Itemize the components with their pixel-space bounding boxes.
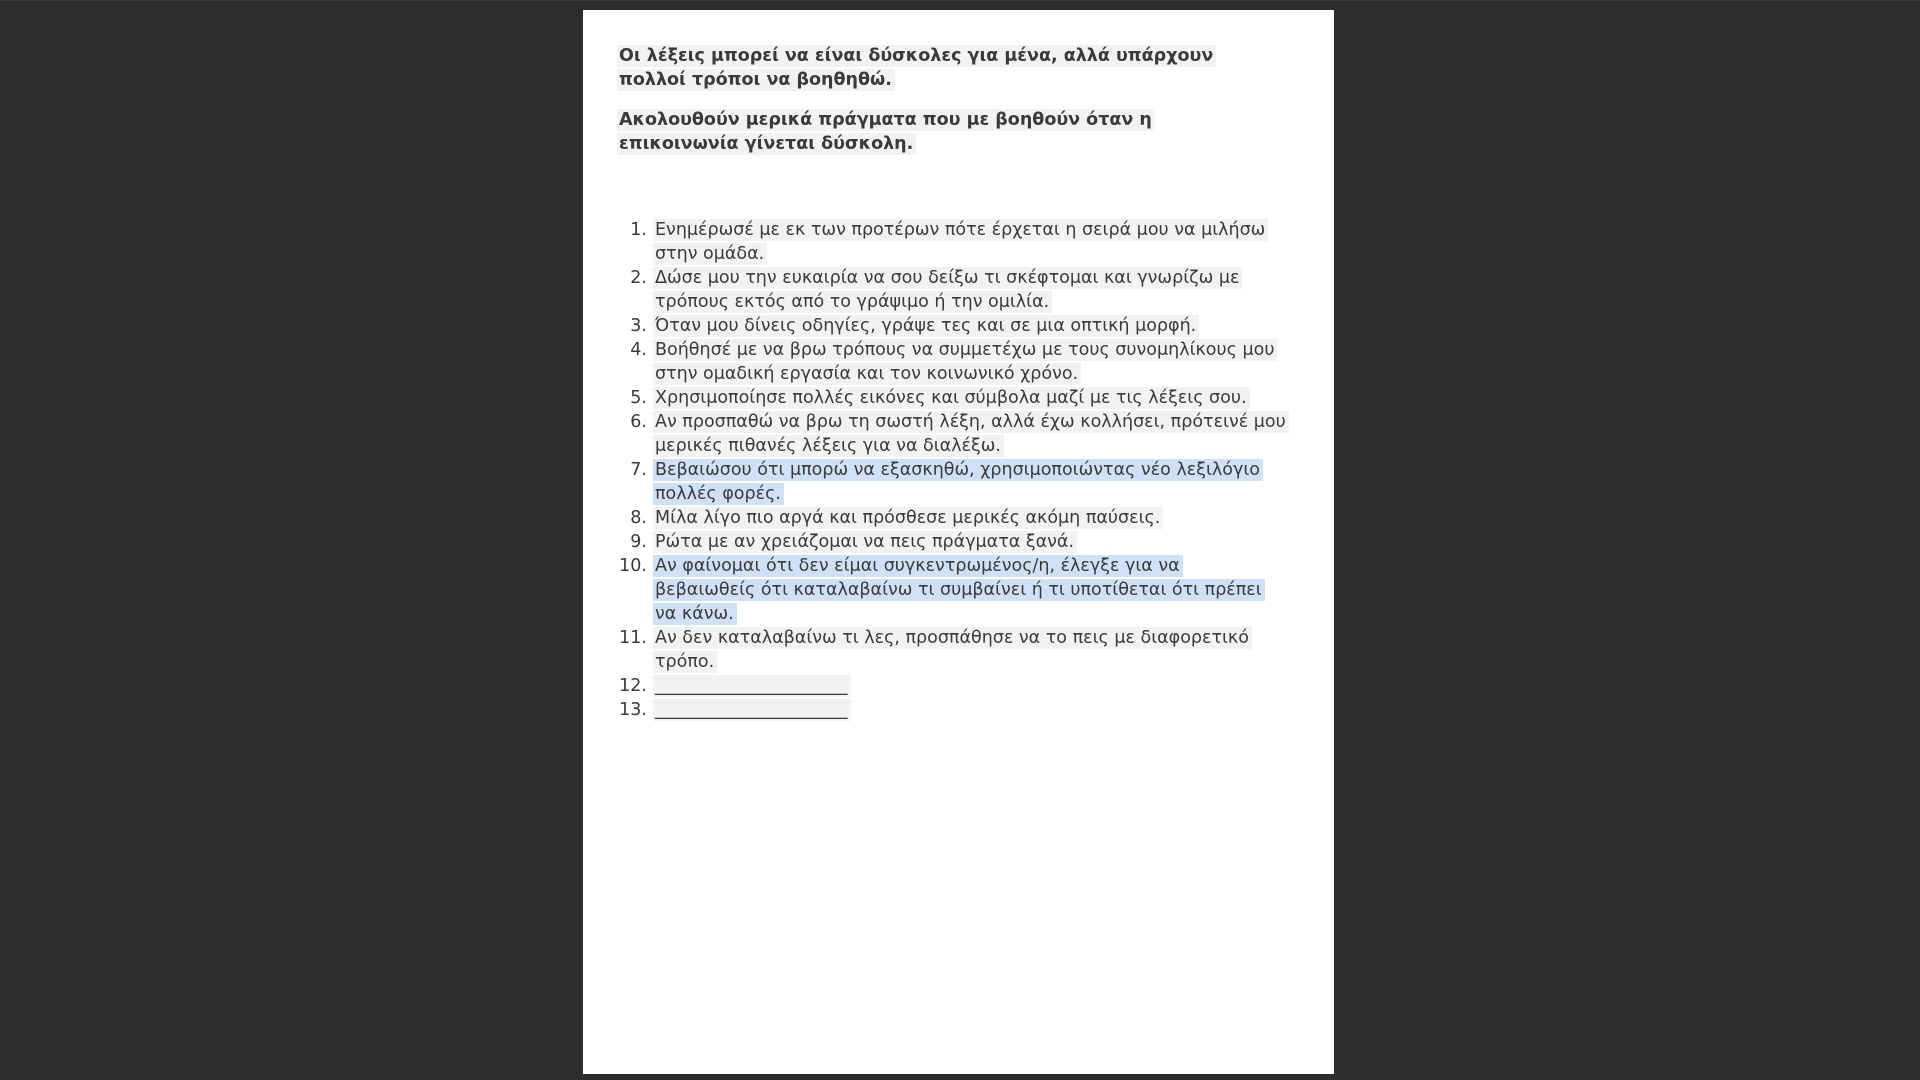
list-number: 2. <box>630 268 647 288</box>
list-number: 12. <box>619 676 647 696</box>
list-item-text[interactable]: Μίλα λίγο πιο αργά και πρόσθεσε μερικές ακόμη παύσεις. <box>653 507 1163 529</box>
list-item-blank <box>617 698 1307 722</box>
list-number: 7. <box>630 460 647 480</box>
list-item-selected <box>617 554 1307 626</box>
list-number: 13. <box>619 700 647 720</box>
list-number: 4. <box>630 340 647 360</box>
list-item <box>617 530 1307 554</box>
list-item <box>617 410 1307 458</box>
list-item <box>617 266 1307 314</box>
list-number: 6. <box>630 412 647 432</box>
list-item-text[interactable]: Αν προσπαθώ να βρω τη σωστή λέξη, αλλά έχω κολλήσει, πρότεινέ μου μερικές πιθανές λέξεις για να διαλέξω. <box>653 411 1289 457</box>
list-item <box>617 338 1307 386</box>
list-item <box>617 506 1307 530</box>
list-number: 3. <box>630 316 647 336</box>
list-item-text[interactable]: Χρησιμοποίησε πολλές εικόνες και σύμβολα μαζί με τις λέξεις σου. <box>653 387 1250 409</box>
list-item-text[interactable]: Ενημέρωσέ με εκ των προτέρων πότε έρχεται η σειρά μου να μιλήσω στην ομάδα. <box>653 219 1268 265</box>
list-number: 10. <box>619 556 647 576</box>
numbered-list <box>617 218 1307 722</box>
list-item-selected <box>617 458 1307 506</box>
blank-line[interactable]: ______________________ <box>653 699 851 721</box>
document-page <box>583 10 1334 1074</box>
intro-text[interactable]: Οι λέξεις μπορεί να είναι δύσκολες για μένα, αλλά υπάρχουν πολλοί τρόποι να βοηθηθώ. <box>617 45 1216 91</box>
list-number: 8. <box>630 508 647 528</box>
intro-paragraph <box>617 44 1277 92</box>
list-item <box>617 314 1307 338</box>
page-content <box>617 44 1307 722</box>
list-item-blank <box>617 674 1307 698</box>
list-item <box>617 218 1307 266</box>
selected-text[interactable]: Αν φαίνομαι ότι δεν είμαι συγκεντρωμένος/η, έλεγξε για να βεβαιωθείς ότι καταλαβαίνω τι συμβαίνει ή τι υποτίθεται ότι πρέπει να κάνω. <box>653 555 1265 625</box>
list-item-text[interactable]: Βοήθησέ με να βρω τρόπους να συμμετέχω με τους συνομηλίκους μου στην ομαδική εργασία και τον κοινωνικό χρόνο. <box>653 339 1277 385</box>
list-item-text[interactable]: Αν δεν καταλαβαίνω τι λες, προσπάθησε να το πεις με διαφορετικό τρόπο. <box>653 627 1252 673</box>
list-item-text[interactable]: Ρώτα με αν χρειάζομαι να πεις πράγματα ξανά. <box>653 531 1077 553</box>
list-number: 9. <box>630 532 647 552</box>
list-number: 5. <box>630 388 647 408</box>
lead-text[interactable]: Ακολουθούν μερικά πράγματα που με βοηθούν όταν η επικοινωνία γίνεται δύσκολη. <box>617 109 1155 155</box>
list-item <box>617 626 1307 674</box>
lead-paragraph <box>617 108 1277 156</box>
list-item <box>617 386 1307 410</box>
selected-text[interactable]: Βεβαιώσου ότι μπορώ να εξασκηθώ, χρησιμοποιώντας νέο λεξιλόγιο πολλές φορές. <box>653 459 1263 505</box>
blank-line[interactable]: ______________________ <box>653 675 851 697</box>
list-item-text[interactable]: Όταν μου δίνεις οδηγίες, γράψε τες και σε μια οπτική μορφή. <box>653 315 1199 337</box>
list-item-text[interactable]: Δώσε μου την ευκαιρία να σου δείξω τι σκέφτομαι και γνωρίζω με τρόπους εκτός από το γράψιμο ή την ομιλία. <box>653 267 1242 313</box>
list-number: 1. <box>630 220 647 240</box>
list-number: 11. <box>619 628 647 648</box>
